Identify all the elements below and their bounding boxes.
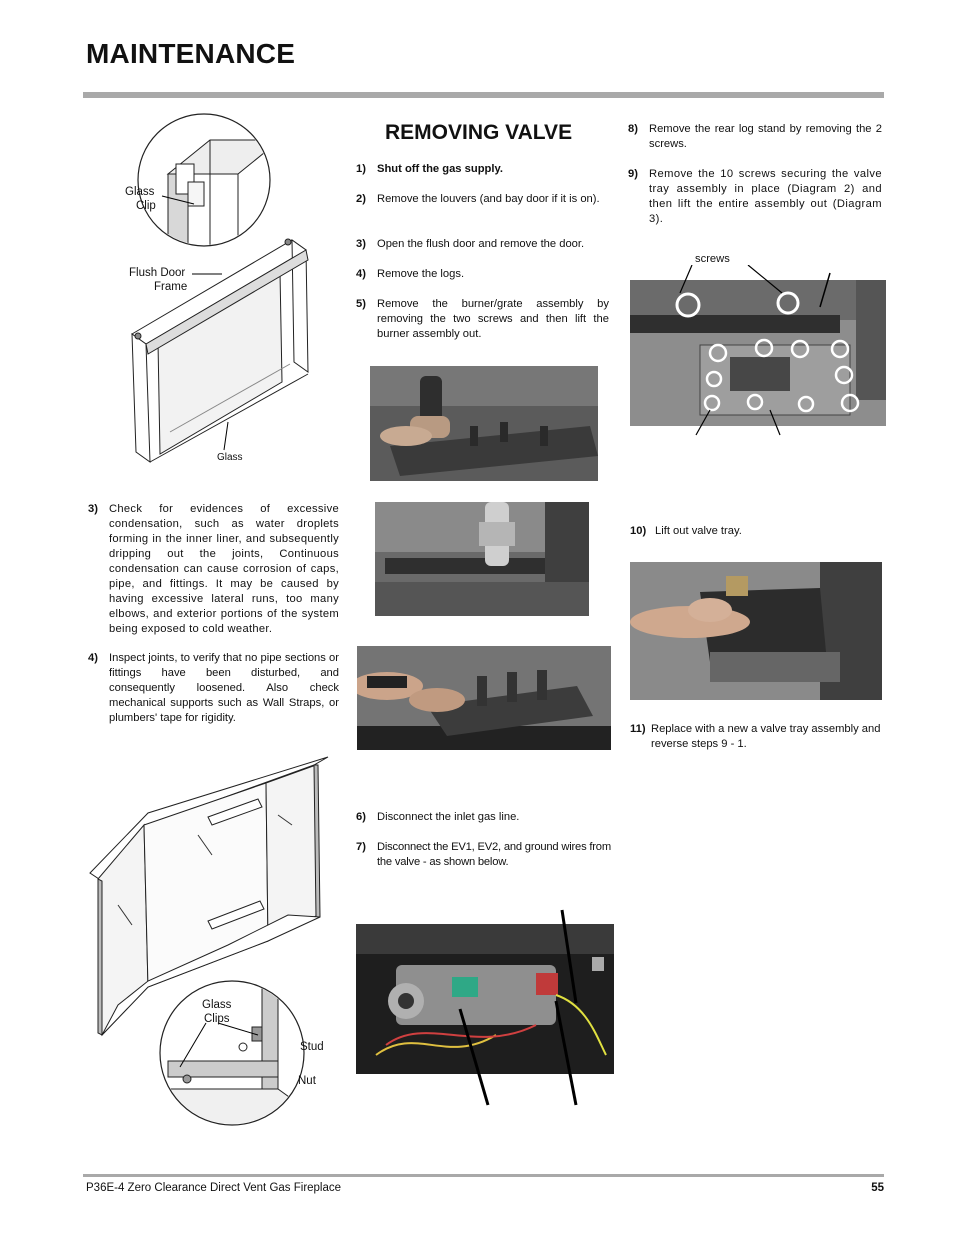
bay-door-diagram	[88, 755, 350, 1155]
label-flush-door-line2: Frame	[154, 281, 188, 293]
left-step-3-text: Check for evidences of excessive condensation, such as water droplets forming in the inner liner, and subsequently dripping out the joints, Continuous condensation can cause corrosion of caps, pipe, and fittings. It may be caused by having excessive lateral runs, too many elbows, and exterior portions of the system being exposed to cold weather.	[109, 503, 339, 635]
step-6	[356, 810, 609, 825]
page-number: 55	[871, 1182, 884, 1194]
step-11	[630, 722, 886, 752]
step-9-number: 9)	[628, 168, 638, 180]
label-glass: Glass	[217, 452, 243, 463]
step-2	[356, 192, 609, 207]
footer-rule	[83, 1174, 884, 1177]
step-8	[628, 122, 882, 152]
label-screws: screws	[695, 253, 730, 265]
step-7	[356, 840, 612, 870]
step-5-number: 5)	[356, 298, 366, 310]
label-nut: Nut	[298, 1075, 316, 1087]
label-stud: Stud	[300, 1041, 324, 1053]
step-1-text: Shut off the gas supply.	[377, 163, 503, 175]
photo-burner-screws	[375, 502, 589, 616]
step-9-text: Remove the 10 screws securing the valve tray assembly in place (Diagram 2) and then lift the entire assembly out (Diagram 3).	[649, 168, 882, 225]
step-3-number: 3)	[356, 238, 366, 250]
left-step-4-number: 4)	[88, 652, 98, 664]
step-5	[356, 297, 609, 342]
label-glass-clip	[125, 185, 156, 213]
step-3-text: Open the flush door and remove the door.	[377, 238, 585, 250]
photo-lift-burner	[357, 646, 611, 750]
step-11-number: 11)	[630, 723, 646, 735]
label-glass-clips-line2: Clips	[204, 1013, 230, 1025]
label-flush-door	[129, 266, 187, 294]
step-4	[356, 267, 609, 282]
left-step-4	[88, 651, 339, 726]
section-title: REMOVING VALVE	[385, 121, 573, 144]
step-6-text: Disconnect the inlet gas line.	[377, 811, 520, 823]
step-8-text: Remove the rear log stand by removing the 2 screws.	[649, 123, 882, 150]
step-10	[630, 524, 884, 539]
step-1-number: 1)	[356, 163, 366, 175]
step-11-text: Replace with a new a valve tray assembly and reverse steps 9 - 1.	[651, 723, 881, 750]
step-1	[356, 162, 611, 177]
left-step-3-number: 3)	[88, 503, 98, 515]
step-2-number: 2)	[356, 193, 366, 205]
step-4-text: Remove the logs.	[377, 268, 465, 280]
step-7-text: Disconnect the EV1, EV2, and ground wires from the valve - as shown below.	[377, 841, 611, 868]
step-3	[356, 237, 614, 252]
label-glass-clips	[202, 998, 231, 1026]
footer-document-title: P36E-4 Zero Clearance Direct Vent Gas Fireplace	[86, 1182, 342, 1194]
label-glass-clip-line1: Glass	[125, 186, 155, 198]
label-glass-clip-line2: Clip	[136, 200, 156, 212]
step-7-number: 7)	[356, 841, 366, 853]
step-5-text: Remove the burner/grate assembly by removing the two screws and then lift the burner assembly out.	[377, 298, 609, 340]
step-10-text: Lift out valve tray.	[655, 525, 742, 537]
photo-valve-wires	[356, 905, 618, 1107]
photo-tray-screws	[630, 265, 888, 437]
label-flush-door-line1: Flush Door	[129, 267, 186, 279]
left-step-4-text: Inspect joints, to verify that no pipe sections or fittings have been disturbed, and consequently loosened. Also check mechanical supports such as Wall Straps, or plumbers' tape for rigidity.	[109, 652, 339, 724]
photo-lift-tray	[630, 562, 882, 700]
step-4-number: 4)	[356, 268, 366, 280]
step-10-number: 10)	[630, 525, 647, 537]
header-rule	[83, 92, 884, 98]
label-glass-clips-line1: Glass	[202, 999, 232, 1011]
step-6-number: 6)	[356, 811, 366, 823]
step-8-number: 8)	[628, 123, 638, 135]
photo-remove-screws	[370, 366, 598, 481]
left-step-3	[88, 502, 339, 637]
step-2-text: Remove the louvers (and bay door if it is on).	[377, 193, 600, 205]
step-9	[628, 167, 882, 227]
page-title: MAINTENANCE	[86, 38, 296, 69]
